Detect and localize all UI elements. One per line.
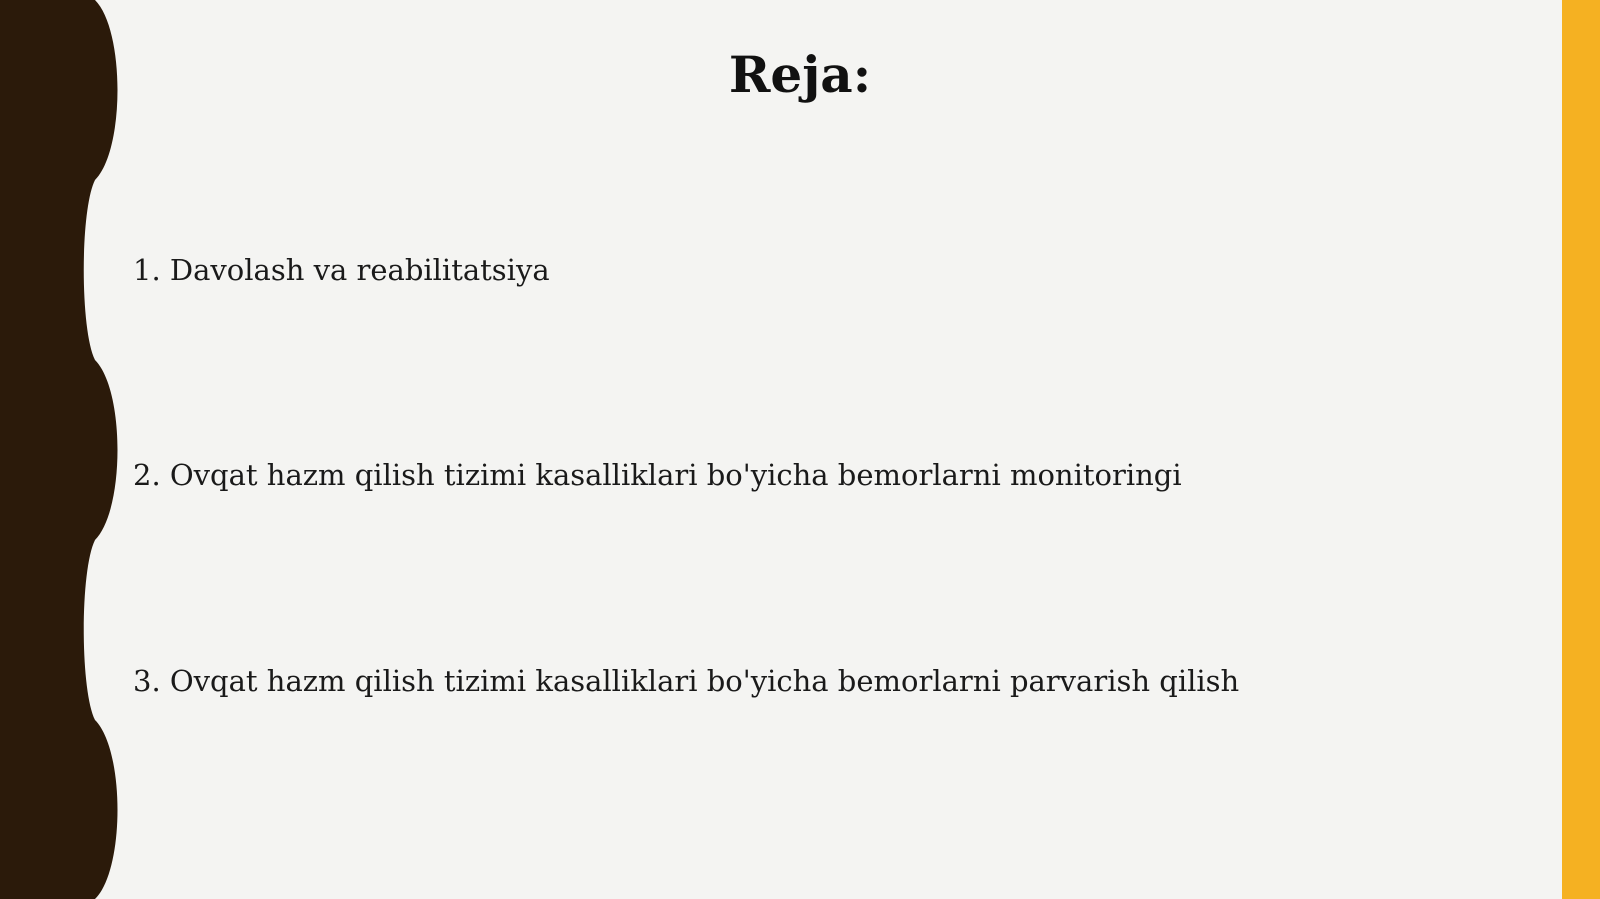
list-item: 3. Ovqat hazm qilish tizimi kasalliklari bo'yicha bemorlarni parvarish qilish [133,664,1240,698]
list-item: 2. Ovqat hazm qilish tizimi kasalliklari bo'yicha bemorlarni monitoringi [133,458,1182,492]
left-wave-shape [0,0,118,899]
right-accent-bar [1562,0,1600,899]
slide-title: Reja: [728,45,872,104]
left-wave-band [0,0,130,899]
list-item: 1. Davolash va reabilitatsiya [133,253,550,287]
